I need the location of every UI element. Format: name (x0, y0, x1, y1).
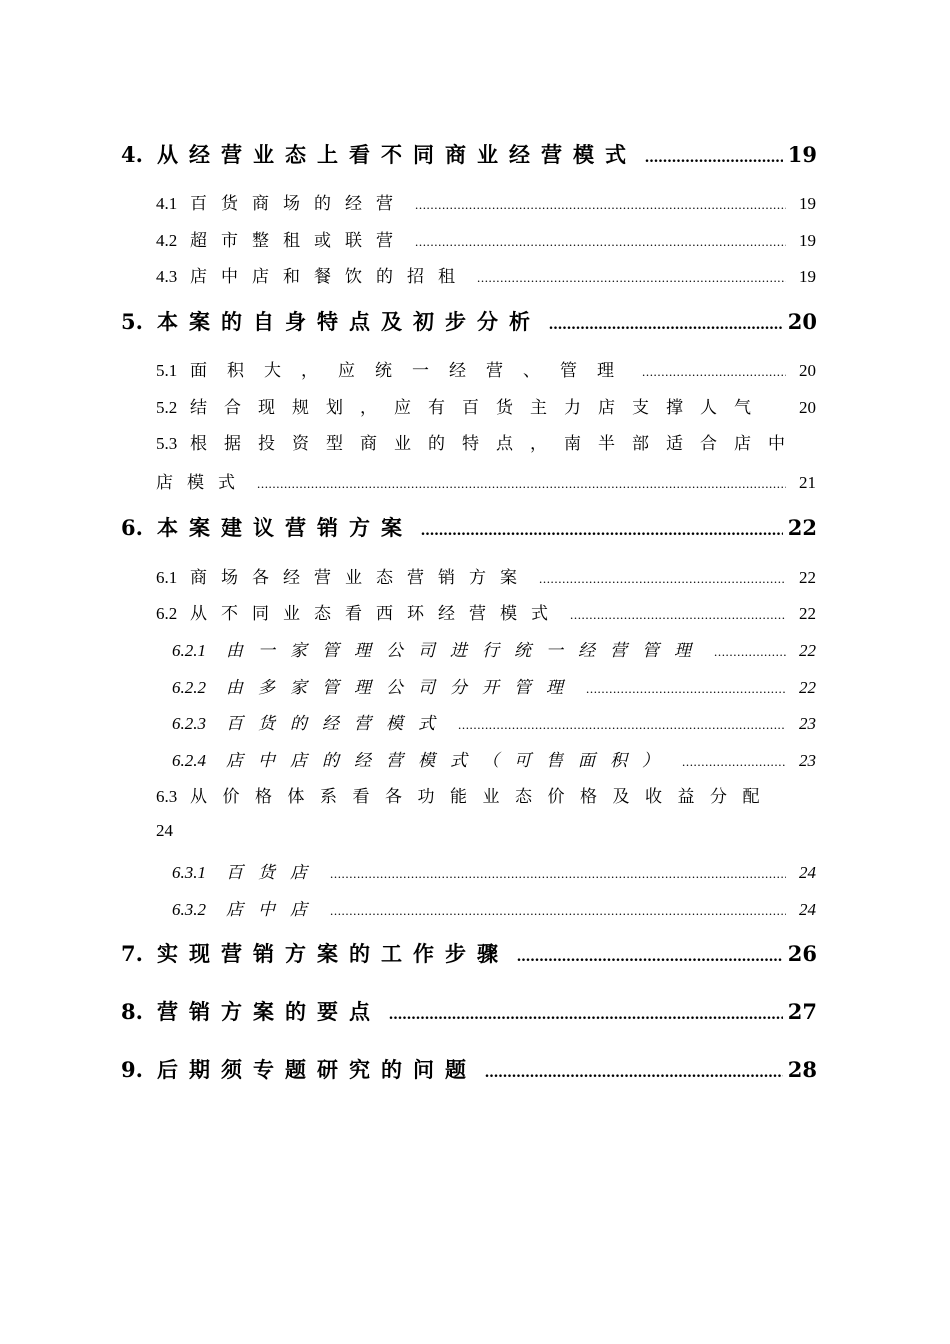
toc-number: 4.2 (156, 231, 178, 250)
dot-leader (415, 197, 786, 213)
dot-leader (570, 607, 786, 623)
dot-leader (682, 754, 786, 770)
toc-title: 店中店 (226, 900, 322, 920)
toc-number: 8. (121, 999, 143, 1024)
toc-number: 6.2.1 (172, 641, 206, 660)
toc-number: 5. (121, 309, 143, 334)
dot-leader (549, 316, 783, 334)
toc-title: 超市整租或联营 (190, 231, 407, 251)
toc-entry-5-3[interactable] (156, 429, 816, 454)
toc-entry-6-3-2[interactable] (172, 895, 816, 920)
toc-entry-6-3[interactable] (156, 782, 816, 807)
toc-entry-5-1[interactable] (156, 356, 816, 381)
toc-entry-6-2-2[interactable] (172, 673, 816, 698)
toc-page-number: 23 (799, 714, 816, 733)
toc-entry-9[interactable] (121, 1054, 817, 1084)
dot-leader (477, 270, 786, 286)
toc-page-number: 22 (787, 515, 817, 540)
toc-title-continued: 店模式 (156, 473, 249, 493)
toc-number: 6.1 (156, 568, 178, 587)
toc-title: 商场各经营业态营销方案 (190, 568, 531, 588)
dot-leader (330, 866, 786, 882)
dot-leader (642, 364, 786, 380)
toc-title: 从经营业态上看不同商业经营模式 (157, 142, 637, 167)
dot-leader (714, 644, 786, 660)
toc-title: 营销方案的要点 (157, 999, 381, 1024)
toc-page-number: 27 (787, 999, 817, 1024)
toc-entry-6[interactable] (121, 512, 817, 542)
toc-page-number: 23 (799, 751, 816, 770)
toc-title: 百货商场的经营 (190, 194, 407, 214)
toc-title: 后期须专题研究的问题 (157, 1057, 477, 1082)
toc-page-number: 19 (799, 194, 816, 213)
toc-entry-6-2-3[interactable] (172, 709, 816, 734)
toc-title: 根据投资型商业的特点，南半部适合店中 (190, 434, 802, 454)
dot-leader (257, 476, 786, 492)
toc-entry-6-2[interactable] (156, 599, 816, 624)
toc-entry-7[interactable] (121, 938, 817, 968)
toc-entry-4-2[interactable] (156, 226, 816, 251)
toc-entry-6-2-4[interactable] (172, 746, 816, 771)
toc-page-number: 20 (787, 309, 817, 334)
dot-leader (485, 1064, 783, 1082)
toc-title: 百货店 (226, 863, 322, 883)
toc-page-number: 22 (799, 604, 816, 623)
toc-page-number: 19 (787, 142, 817, 167)
toc-title: 实现营销方案的工作步骤 (157, 941, 509, 966)
dot-leader (586, 681, 786, 697)
toc-page-number: 24 (799, 900, 816, 919)
toc-page-number: 20 (799, 361, 816, 380)
dot-leader (415, 234, 786, 250)
toc-entry-6-3-1[interactable] (172, 858, 816, 883)
toc-number: 7. (121, 941, 143, 966)
toc-entry-5[interactable] (121, 306, 817, 336)
toc-title: 本案的自身特点及初步分析 (157, 309, 541, 334)
toc-page-number: 22 (799, 641, 816, 660)
toc-number: 6.2.2 (172, 678, 206, 697)
dot-leader (517, 948, 783, 966)
toc-page-number-wrapped: 24 (156, 821, 173, 840)
toc-number: 6.2 (156, 604, 178, 623)
toc-number: 6.3 (156, 787, 178, 806)
toc-entry-8[interactable] (121, 996, 817, 1026)
toc-number: 9. (121, 1057, 143, 1082)
dot-leader (389, 1006, 783, 1024)
toc-page-number: 22 (799, 678, 816, 697)
toc-page-number: 22 (799, 568, 816, 587)
toc-title: 百货的经营模式 (226, 714, 450, 734)
toc-number: 6.2.3 (172, 714, 206, 733)
toc-entry-4[interactable] (121, 139, 817, 169)
toc-number: 6.2.4 (172, 751, 206, 770)
dot-leader (539, 571, 786, 587)
toc-number: 6.3.2 (172, 900, 206, 919)
dot-leader (330, 903, 786, 919)
toc-page-number: 28 (787, 1057, 817, 1082)
dot-leader (421, 522, 783, 540)
toc-title: 由一家管理公司进行统一经营管理 (226, 641, 706, 661)
toc-entry-4-3[interactable] (156, 262, 816, 287)
toc-entry-5-2[interactable] (156, 393, 816, 418)
dot-leader (645, 149, 783, 167)
dot-leader (458, 717, 786, 733)
toc-title: 由多家管理公司分开管理 (226, 678, 578, 698)
toc-number: 5.2 (156, 398, 178, 417)
toc-title: 本案建议营销方案 (157, 515, 413, 540)
toc-title: 店中店的经营模式（可售面积） (226, 751, 674, 771)
toc-page-number: 26 (787, 941, 817, 966)
toc-entry-6-2-1[interactable] (172, 636, 816, 661)
toc-number: 5.1 (156, 361, 178, 380)
toc-entry-4-1[interactable] (156, 189, 816, 214)
toc-number: 4.1 (156, 194, 178, 213)
toc-number: 5.3 (156, 434, 178, 453)
toc-entry-6-1[interactable] (156, 563, 816, 588)
toc-page-number: 20 (799, 398, 816, 417)
toc-page-number: 24 (799, 863, 816, 882)
toc-page-number: 19 (799, 231, 816, 250)
toc-entry-5-3-cont[interactable] (156, 468, 816, 493)
toc-number: 6.3.1 (172, 863, 206, 882)
toc-title: 结合现规划，应有百货主力店支撑人气 (190, 398, 768, 418)
toc-title: 面积大，应统一经营、管理 (190, 361, 634, 381)
toc-number: 4. (121, 142, 143, 167)
toc-title: 从不同业态看西环经营模式 (190, 604, 562, 624)
toc-number: 6. (121, 515, 143, 540)
toc-title: 店中店和餐饮的招租 (190, 267, 469, 287)
toc-page-number: 19 (799, 267, 816, 286)
toc-page-number: 21 (799, 473, 816, 492)
toc-number: 4.3 (156, 267, 178, 286)
toc-title: 从价格体系看各功能业态价格及收益分配 (190, 787, 775, 807)
